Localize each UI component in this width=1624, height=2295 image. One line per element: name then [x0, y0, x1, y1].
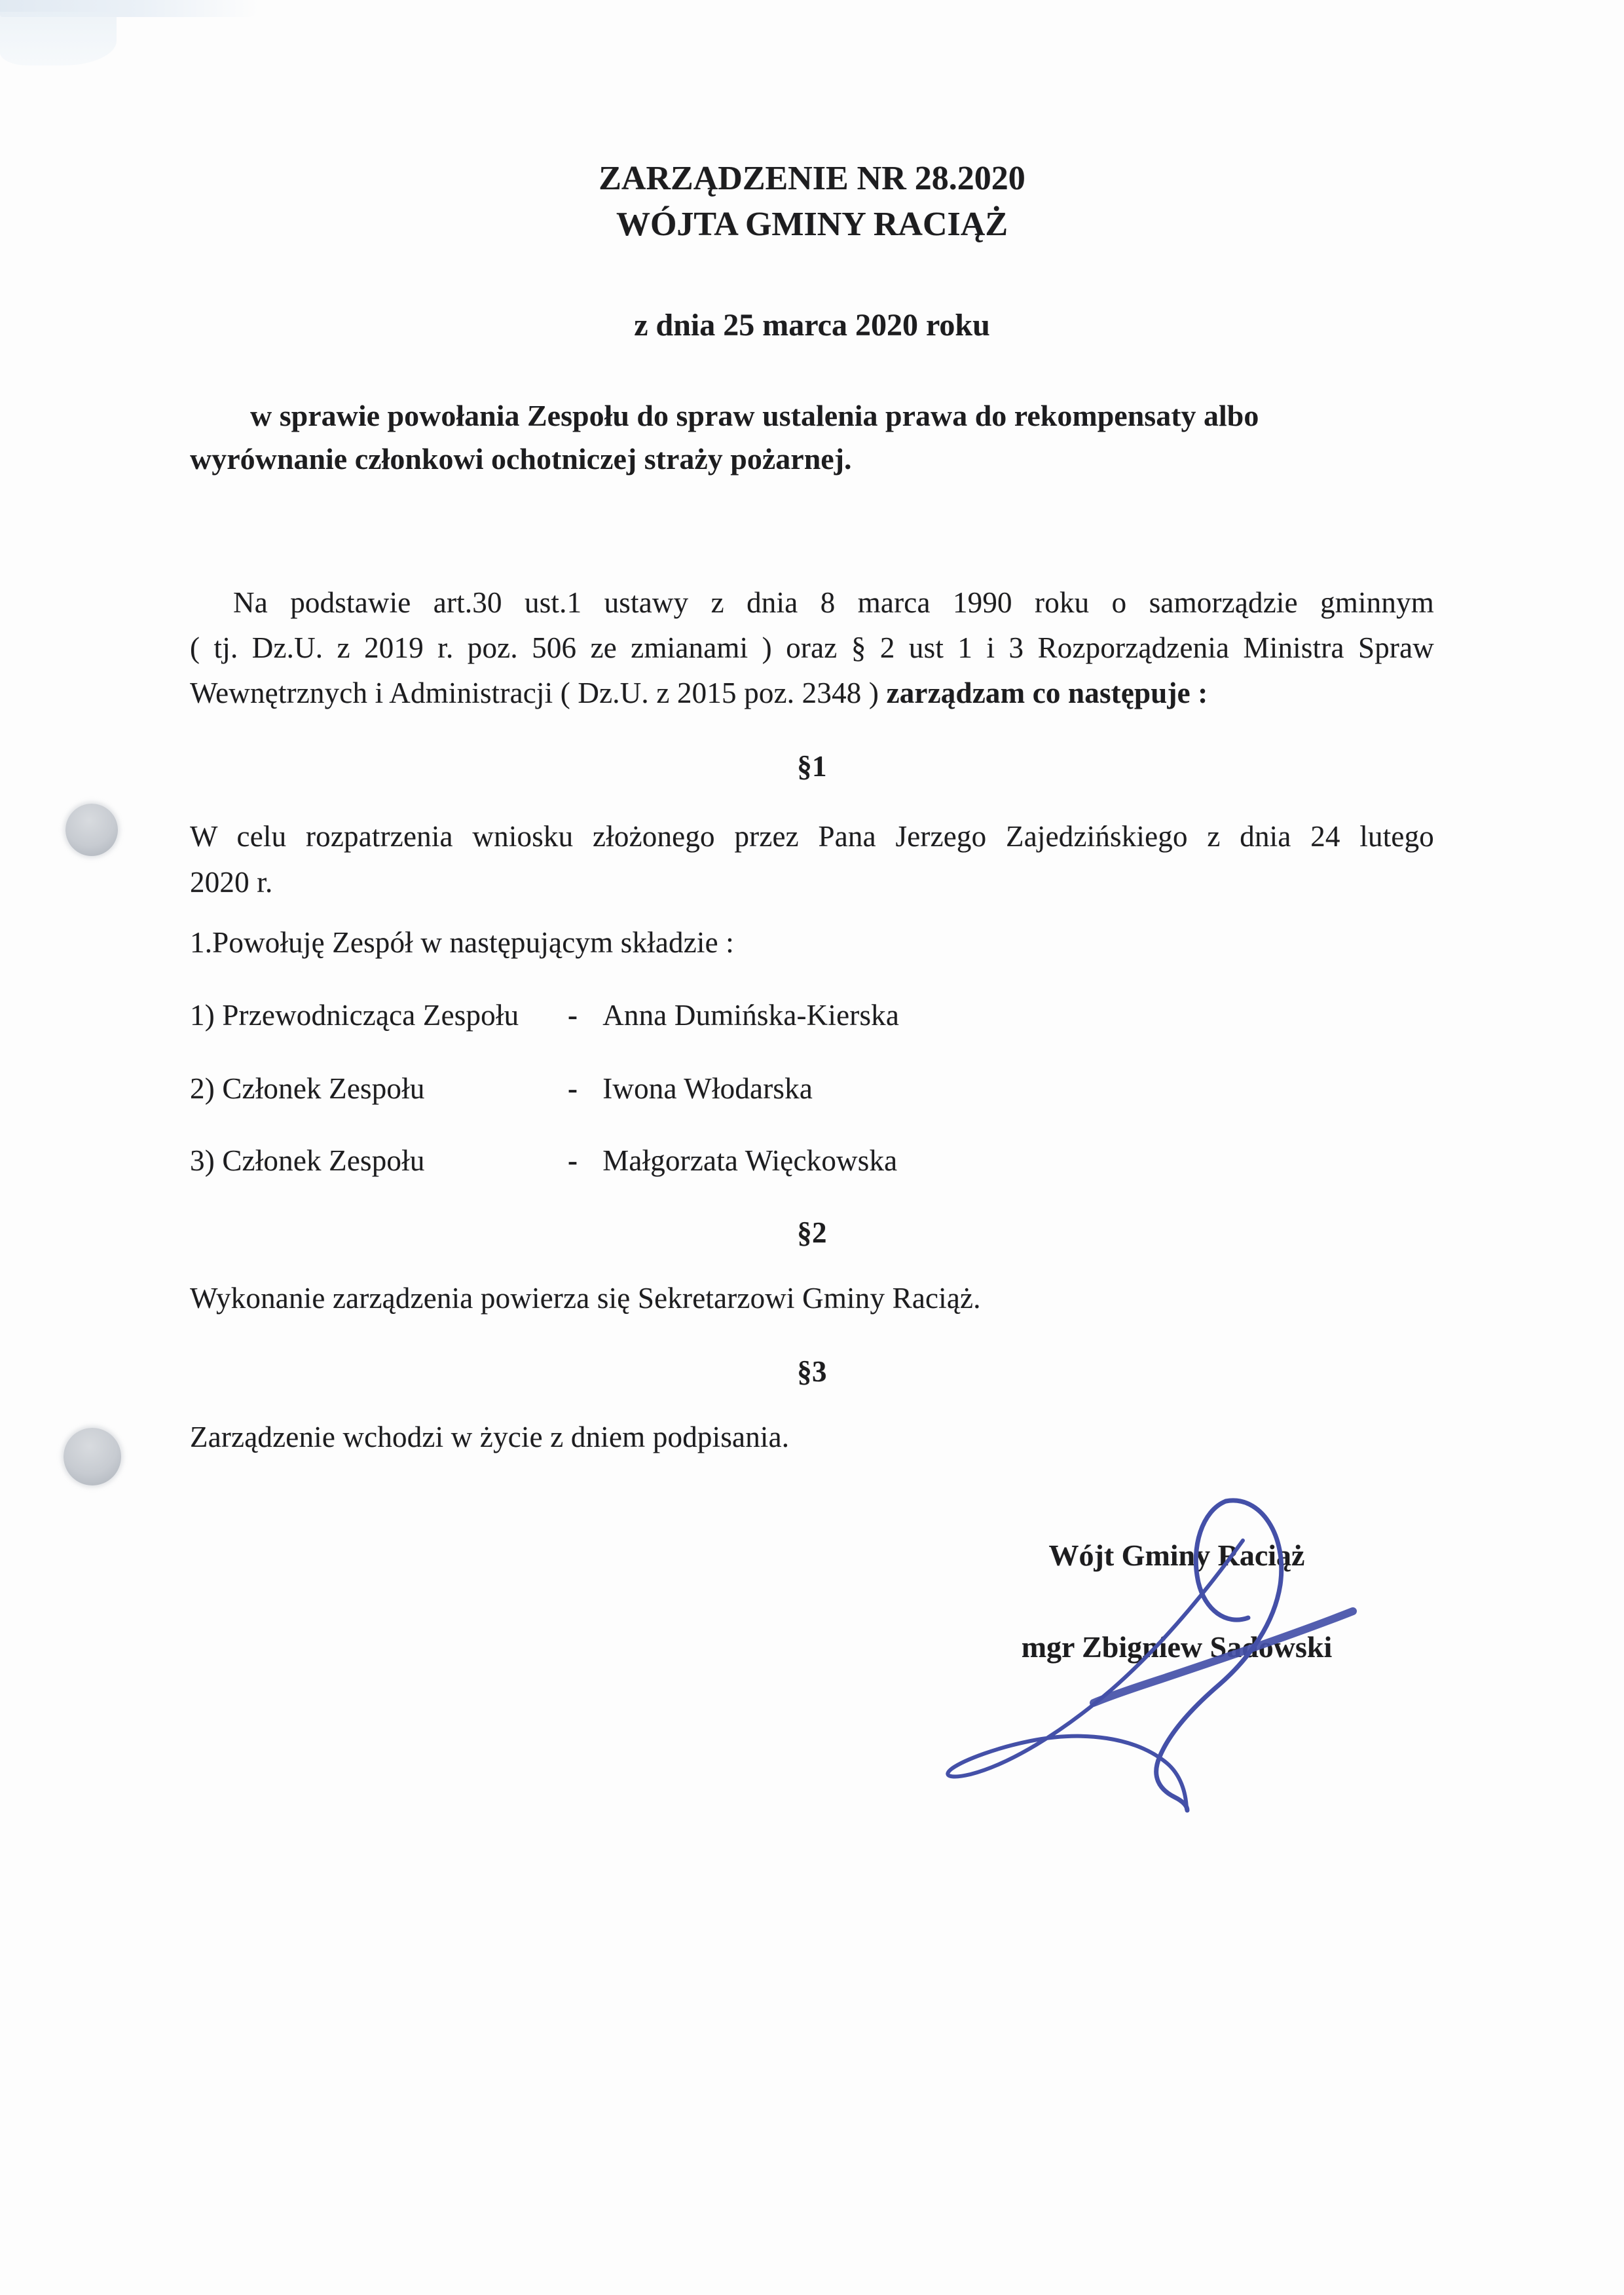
member-dash: - — [568, 1072, 578, 1105]
title-line-2: WÓJTA GMINY RACIĄŻ — [616, 206, 1008, 243]
section-3-mark: §3 — [797, 1355, 827, 1388]
hole-punch-mark-bottom — [64, 1428, 121, 1485]
signer-name: mgr Zbigniew Sadowski — [1021, 1630, 1333, 1664]
legal-basis-line-2: ( tj. Dz.U. z 2019 r. poz. 506 ze zmianami ) oraz § 2 ust 1 i 3 Rozporządzenia Ministra Spraw — [190, 631, 1434, 664]
document-date: z dnia 25 marca 2020 roku — [634, 308, 990, 343]
team-list-intro: 1.Powołuję Zespół w następującym składzie : — [190, 926, 734, 959]
section-3-body: Zarządzenie wchodzi w życie z dniem podpisania. — [190, 1421, 790, 1453]
team-member-row-3 — [190, 1138, 1434, 1184]
hole-punch-mark-top — [65, 804, 118, 856]
legal-basis-line-3 — [190, 671, 1434, 716]
member-name: Iwona Włodarska — [602, 1072, 813, 1105]
scan-noise-top-left-blob — [0, 12, 117, 65]
legal-basis-line-3-bold: zarządzam co następuje : — [886, 677, 1208, 709]
section-1-mark: §1 — [797, 750, 827, 783]
member-dash: - — [568, 999, 578, 1032]
member-role: 2) Członek Zespołu — [190, 1072, 425, 1105]
section-1-line-1: W celu rozpatrzenia wniosku złożonego przez Pana Jerzego Zajedzińskiego z dnia 24 lutego — [190, 820, 1434, 853]
subject-line-2: wyrównanie członkowi ochotniczej straży pożarnej. — [190, 442, 852, 476]
signer-title: Wójt Gminy Raciąż — [1048, 1539, 1305, 1572]
member-role: 1) Przewodnicząca Zespołu — [190, 999, 519, 1032]
legal-basis-paragraph — [190, 580, 1434, 716]
team-member-row-2 — [190, 1066, 1434, 1111]
team-member-row-1 — [190, 992, 1434, 1038]
member-name: Anna Dumińska-Kierska — [602, 999, 900, 1032]
member-dash: - — [568, 1144, 578, 1177]
section-2-body: Wykonanie zarządzenia powierza się Sekretarzowi Gminy Raciąż. — [190, 1282, 981, 1315]
title-line-1: ZARZĄDZENIE NR 28.2020 — [599, 160, 1025, 197]
subject-paragraph — [190, 394, 1434, 481]
member-role: 3) Członek Zespołu — [190, 1144, 425, 1177]
section-2-mark: §2 — [797, 1216, 827, 1249]
document-title — [190, 156, 1434, 248]
section-1-line-2: 2020 r. — [190, 866, 273, 899]
subject-line-1: w sprawie powołania Zespołu do spraw ustalenia prawa do rekompensaty albo — [250, 399, 1259, 432]
legal-basis-line-3-regular: Wewnętrznych i Administracji ( Dz.U. z 2015 poz. 2348 ) — [190, 677, 887, 709]
member-name: Małgorzata Więckowska — [602, 1144, 898, 1177]
signature-block — [951, 1539, 1403, 1664]
legal-basis-line-1: Na podstawie art.30 ust.1 ustawy z dnia 8 marca 1990 roku o samorządzie gminnym — [233, 586, 1434, 619]
section-1-paragraph — [190, 813, 1434, 905]
